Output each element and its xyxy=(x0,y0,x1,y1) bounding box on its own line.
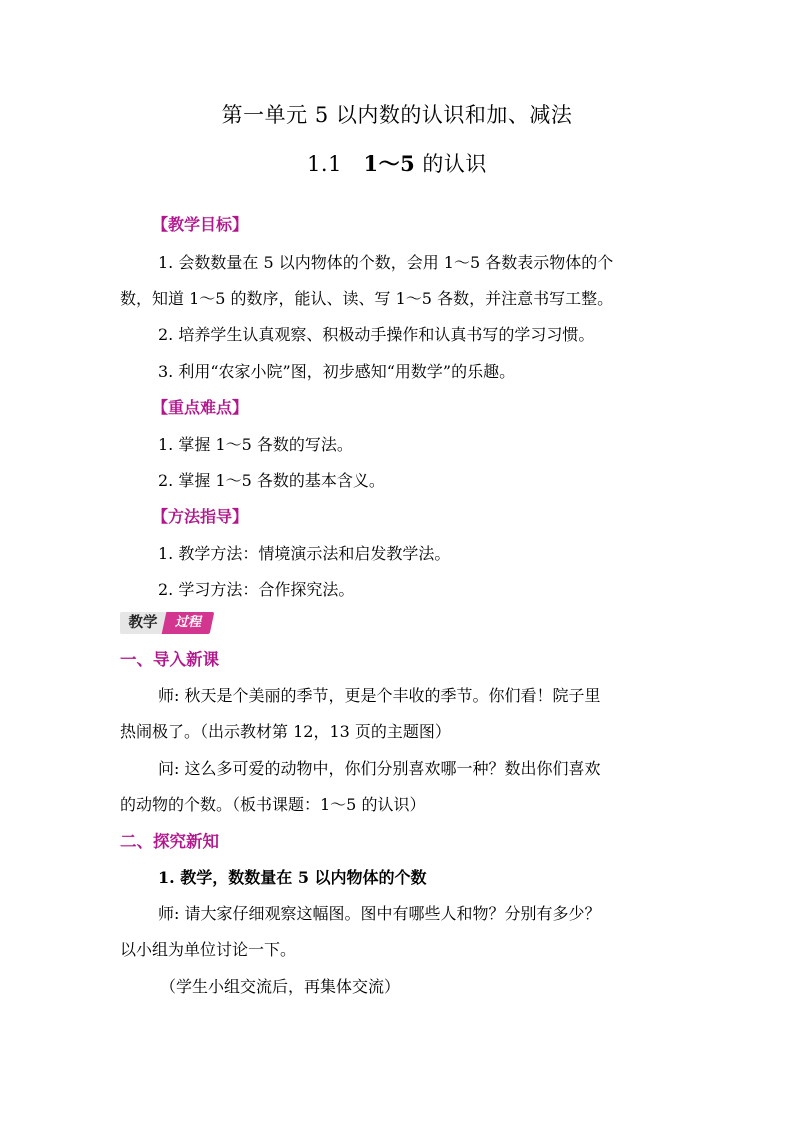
part-2-para-1-line-2: 以小组为单位讨论一下。 xyxy=(120,940,297,959)
part-2-subheading-1: 1. 教学，数数量在 5 以内物体的个数 xyxy=(158,868,427,887)
objective-3: 3. 利用“农家小院”图，初步感知“用数学”的乐趣。 xyxy=(158,362,516,381)
teaching-process-badge xyxy=(120,612,214,634)
key-point-1: 1. 掌握 1～5 各数的写法。 xyxy=(158,435,353,454)
part-2-para-1-line-1: 师: 请大家仔细观察这幅图。图中有哪些人和物？分别有多少？ xyxy=(158,904,601,923)
methods-heading: 【方法指导】 xyxy=(152,507,249,526)
key-point-2: 2. 掌握 1～5 各数的基本含义。 xyxy=(158,471,385,490)
lesson-title xyxy=(0,148,794,178)
part-1-heading: 一、导入新课 xyxy=(120,650,219,669)
lesson-number: 1.1 xyxy=(307,152,342,176)
lesson-title-text: 的认识 xyxy=(422,152,487,176)
part-1-para-2-line-2: 的动物的个数。（板书课题：1～5 的认识） xyxy=(120,795,426,814)
key-points-heading: 【重点难点】 xyxy=(152,398,249,417)
part-1-para-1-line-1: 师: 秋天是个美丽的季节，更是个丰收的季节。你们看！院子里 xyxy=(158,686,601,705)
objective-1-line-1: 1. 会数数量在 5 以内物体的个数，会用 1～5 各数表示物体的个 xyxy=(158,253,614,272)
badge-label-process: 过程 xyxy=(162,612,215,634)
method-2: 2. 学习方法：合作探究法。 xyxy=(158,580,355,599)
objectives-heading: 【教学目标】 xyxy=(152,215,249,234)
part-2-para-2: （学生小组交流后，再集体交流） xyxy=(160,977,401,996)
part-1-para-2-line-1: 问: 这么多可爱的动物中，你们分别喜欢哪一种？数出你们喜欢 xyxy=(158,759,601,778)
badge-label-teaching: 教学 xyxy=(120,612,166,634)
part-2-heading: 二、探究新知 xyxy=(120,832,219,851)
part-1-para-1-line-2: 热闹极了。（出示教材第 12，13 页的主题图） xyxy=(120,722,451,741)
objective-2: 2. 培养学生认真观察、积极动手操作和认真书写的学习习惯。 xyxy=(158,325,595,344)
method-1: 1. 教学方法：情境演示法和启发教学法。 xyxy=(158,544,451,563)
unit-title: 第一单元 5 以内数的认识和加、减法 xyxy=(221,103,573,127)
objective-1-line-2: 数，知道 1～5 的数序，能认、读、写 1～5 各数，并注意书写工整。 xyxy=(120,289,614,308)
lesson-title-number: 1～5 xyxy=(363,151,416,176)
